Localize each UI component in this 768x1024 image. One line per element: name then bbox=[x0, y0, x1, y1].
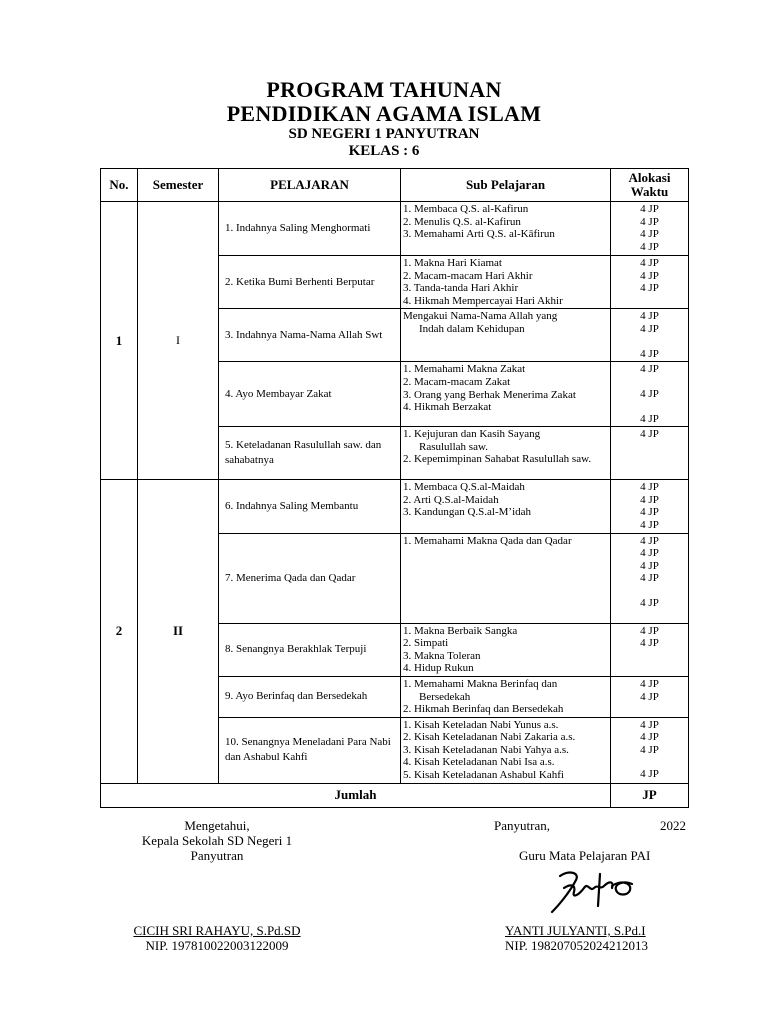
time-allocation-cell bbox=[611, 202, 689, 256]
time-allocation-item: 4 JP bbox=[640, 534, 659, 547]
document-header bbox=[0, 78, 768, 160]
sub-lessons-cell bbox=[401, 480, 611, 533]
total-label: Jumlah bbox=[101, 783, 611, 807]
sub-lesson-item: 2. Macam-macam Hari Akhir bbox=[403, 269, 533, 282]
lesson-title: 4. Ayo Membayar Zakat bbox=[219, 362, 401, 427]
teacher-nip: NIP. 198207052024212013 bbox=[505, 938, 649, 953]
sub-lesson-item: 1. Memahami Makna Berinfaq dan bbox=[403, 677, 558, 690]
time-allocation-item: 4 JP bbox=[640, 363, 659, 376]
header-alokasi: Alokasi Waktu bbox=[611, 169, 689, 202]
sub-lesson-item: 2. Kepemimpinan Sahabat Rasulullah saw. bbox=[403, 453, 592, 466]
time-allocation-item: 4 JP bbox=[640, 572, 659, 585]
time-allocation-item: 4 JP bbox=[640, 743, 659, 756]
header-semester: Semester bbox=[138, 169, 219, 202]
total-value: JP bbox=[611, 783, 689, 807]
lesson-title: 1. Indahnya Saling Menghormati bbox=[219, 202, 401, 256]
sub-lesson-item: 1. Membaca Q.S. al-Kafirun bbox=[403, 203, 529, 215]
table-header-row bbox=[101, 169, 689, 202]
time-allocation-item: 4 JP bbox=[640, 506, 659, 519]
sub-lesson-item: 3. Makna Toleran bbox=[403, 649, 481, 662]
lesson-title: 6. Indahnya Saling Membantu bbox=[219, 480, 401, 533]
sub-lesson-item: 4. Hidup Rukun bbox=[403, 662, 474, 675]
sub-lesson-item: 1. Makna Hari Kiamat bbox=[403, 257, 502, 269]
time-allocation-item: 4 JP bbox=[640, 518, 659, 531]
time-allocation-item: 4 JP bbox=[640, 240, 659, 253]
sub-lesson-item: 3. Memahami Arti Q.S. al-Kāfirun bbox=[403, 228, 555, 241]
sub-lessons-cell bbox=[401, 717, 611, 783]
time-allocation-cell bbox=[611, 256, 689, 309]
sub-lesson-item: Bersedekah bbox=[419, 690, 471, 703]
time-allocation-cell bbox=[611, 309, 689, 362]
sub-lesson-item: 3. Orang yang Berhak Menerima Zakat bbox=[403, 388, 576, 401]
semester-label: I bbox=[138, 202, 219, 480]
time-allocation-item: 4 JP bbox=[640, 731, 659, 744]
time-allocation-cell bbox=[611, 362, 689, 427]
handwritten-signature-image bbox=[540, 866, 650, 916]
sub-lessons-cell bbox=[401, 676, 611, 717]
time-allocation-item: 4 JP bbox=[640, 624, 659, 637]
time-allocation-item: 4 JP bbox=[640, 481, 659, 494]
sub-lesson-item: 3. Tanda-tanda Hari Akhir bbox=[403, 282, 519, 295]
table-row bbox=[101, 480, 689, 533]
sub-lesson-item: Rasulullah saw. bbox=[419, 440, 488, 453]
sub-lesson-item: Mengakui Nama-Nama Allah yang bbox=[403, 310, 558, 323]
time-allocation-cell bbox=[611, 623, 689, 676]
time-allocation-cell bbox=[611, 717, 689, 783]
time-allocation-item: 4 JP bbox=[640, 203, 659, 215]
principal-nip: NIP. 197810022003122009 bbox=[145, 938, 289, 953]
time-allocation-item: 4 JP bbox=[640, 637, 659, 650]
class-label: KELAS : 6 bbox=[348, 143, 420, 159]
time-allocation-item: 4 JP bbox=[640, 677, 659, 690]
lesson-title: 5. Keteladanan Rasulullah saw. dan sahabatnya bbox=[219, 427, 401, 480]
time-allocation-item: 4 JP bbox=[640, 257, 659, 269]
principal-signature-block bbox=[120, 818, 314, 953]
principal-school-place: Panyutran bbox=[190, 848, 244, 863]
sub-lesson-item: 1. Kisah Keteladan Nabi Yunus a.s. bbox=[403, 718, 559, 731]
lesson-title: 8. Senangnya Berakhlak Terpuji bbox=[219, 623, 401, 676]
sub-lesson-item: 4. Hikmah Mempercayai Hari Akhir bbox=[403, 294, 563, 307]
time-allocation-item: 4 JP bbox=[640, 310, 659, 323]
time-allocation-item: 4 JP bbox=[640, 322, 659, 335]
subject-title: PENDIDIKAN AGAMA ISLAM bbox=[226, 101, 542, 126]
lesson-title: 9. Ayo Berinfaq dan Bersedekah bbox=[219, 676, 401, 717]
time-allocation-item: 4 JP bbox=[640, 768, 659, 781]
time-allocation-item bbox=[611, 376, 688, 388]
sub-lesson-item: 1. Makna Berbaik Sangka bbox=[403, 624, 518, 637]
sub-lesson-item: 2. Arti Q.S.al-Maidah bbox=[403, 493, 499, 506]
sub-lesson-item: 1. Kejujuran dan Kasih Sayang bbox=[403, 428, 541, 441]
header-no: No. bbox=[101, 169, 138, 202]
sub-lessons-cell bbox=[401, 362, 611, 427]
lesson-title: 10. Senangnya Meneladani Para Nabi dan Ashabul Kahfi bbox=[219, 717, 401, 783]
time-allocation-item bbox=[611, 401, 688, 413]
time-allocation-item: 4 JP bbox=[640, 493, 659, 506]
sub-lesson-item: 2. Hikmah Berinfaq dan Bersedekah bbox=[403, 703, 564, 716]
sub-lessons-cell bbox=[401, 202, 611, 256]
time-allocation-cell bbox=[611, 676, 689, 717]
sub-lesson-item: 4. Hikmah Berzakat bbox=[403, 401, 492, 414]
sub-lesson-item: 2. Simpati bbox=[403, 637, 449, 650]
time-allocation-item: 4 JP bbox=[640, 718, 659, 731]
sub-lesson-item: 1. Membaca Q.S.al-Maidah bbox=[403, 481, 525, 494]
time-allocation-item: 4 JP bbox=[640, 596, 659, 609]
time-allocation-item: 4 JP bbox=[640, 215, 659, 228]
principal-name: CICIH SRI RAHAYU, S.Pd.SD bbox=[133, 923, 301, 938]
time-allocation-item: 4 JP bbox=[640, 412, 659, 425]
annual-program-table bbox=[100, 168, 689, 808]
sub-lesson-item: 1. Memahami Makna Qada dan Qadar bbox=[403, 534, 572, 547]
school-name: SD NEGERI 1 PANYUTRAN bbox=[288, 126, 480, 142]
time-allocation-item: 4 JP bbox=[640, 559, 659, 572]
lesson-title: 3. Indahnya Nama-Nama Allah Swt bbox=[219, 309, 401, 362]
semester-number: 2 bbox=[101, 480, 138, 784]
time-allocation-item: 4 JP bbox=[640, 347, 659, 360]
sub-lesson-item: 2. Kisah Keteladanan Nabi Zakaria a.s. bbox=[403, 731, 576, 744]
sub-lessons-cell bbox=[401, 309, 611, 362]
semester-number: 1 bbox=[101, 202, 138, 480]
time-allocation-item bbox=[611, 585, 688, 597]
sub-lessons-cell bbox=[401, 427, 611, 480]
sub-lesson-item: Indah dalam Kehidupan bbox=[419, 322, 525, 335]
teacher-name: YANTI JULYANTI, S.Pd.I bbox=[505, 923, 646, 938]
sub-lesson-item: 3. Kisah Keteladanan Nabi Yahya a.s. bbox=[403, 743, 569, 756]
document-title: PROGRAM TAHUNAN bbox=[266, 77, 502, 102]
time-allocation-item: 4 JP bbox=[640, 547, 659, 560]
sub-lesson-item: 3. Kandungan Q.S.al-M’idah bbox=[403, 506, 532, 519]
place-label: Panyutran, bbox=[494, 818, 550, 833]
time-allocation-item: 4 JP bbox=[640, 690, 659, 703]
time-allocation-item: 4 JP bbox=[640, 282, 659, 295]
sub-lessons-cell bbox=[401, 623, 611, 676]
header-sub-pelajaran: Sub Pelajaran bbox=[401, 169, 611, 202]
time-allocation-cell bbox=[611, 533, 689, 623]
teacher-role: Guru Mata Pelajaran PAI bbox=[519, 848, 651, 863]
sub-lesson-item: 4. Kisah Keteladanan Nabi Isa a.s. bbox=[403, 756, 555, 769]
time-allocation-cell bbox=[611, 480, 689, 533]
time-allocation-item bbox=[611, 336, 688, 348]
semester-label: II bbox=[138, 480, 219, 784]
total-row bbox=[101, 783, 689, 807]
time-allocation-item: 4 JP bbox=[640, 387, 659, 400]
sub-lesson-item: 2. Macam-macam Zakat bbox=[403, 375, 511, 388]
sub-lesson-item: 5. Kisah Keteladanan Ashabul Kahfi bbox=[403, 769, 564, 782]
time-allocation-item: 4 JP bbox=[640, 228, 659, 241]
lesson-title: 2. Ketika Bumi Berhenti Berputar bbox=[219, 256, 401, 309]
header-pelajaran: PELAJARAN bbox=[219, 169, 401, 202]
sub-lessons-cell bbox=[401, 256, 611, 309]
sub-lesson-item: 2. Menulis Q.S. al-Kafirun bbox=[403, 215, 521, 228]
table-row bbox=[101, 202, 689, 256]
year-label: 2022 bbox=[660, 818, 686, 833]
sub-lesson-item: 1. Memahami Makna Zakat bbox=[403, 363, 526, 376]
acknowledged-label: Mengetahui, bbox=[184, 818, 250, 833]
lesson-title: 7. Menerima Qada dan Qadar bbox=[219, 533, 401, 623]
sub-lessons-cell bbox=[401, 533, 611, 623]
time-allocation-item bbox=[611, 756, 688, 768]
time-allocation-cell bbox=[611, 427, 689, 480]
time-allocation-item: 4 JP bbox=[640, 269, 659, 282]
principal-role: Kepala Sekolah SD Negeri 1 bbox=[141, 833, 293, 848]
time-allocation-item: 4 JP bbox=[640, 428, 659, 441]
